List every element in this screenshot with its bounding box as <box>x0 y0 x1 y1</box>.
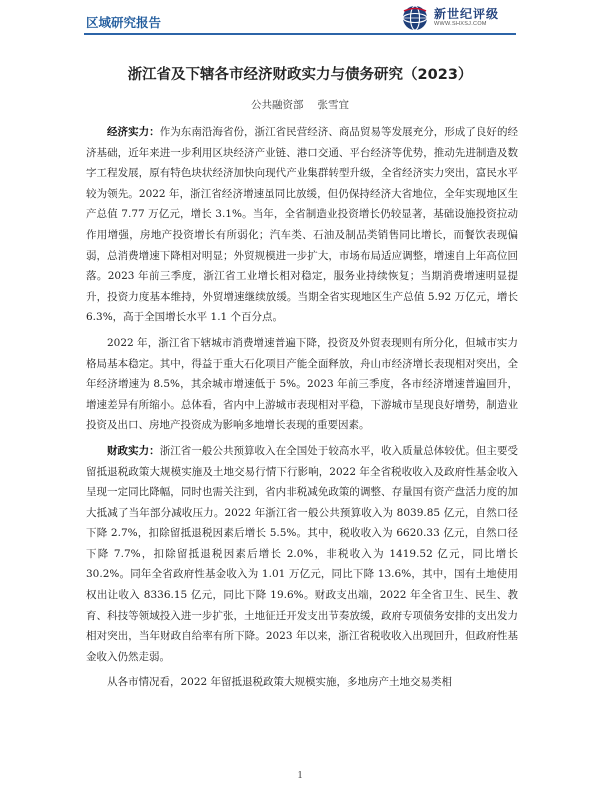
company-logo <box>400 4 499 32</box>
logo-name: 新世纪评级 <box>434 7 500 22</box>
department-name: 公共融资部 <box>251 99 304 111</box>
page-header <box>0 0 600 44</box>
paragraph-city-fiscal <box>86 672 518 693</box>
author-name: 张雪宜 <box>317 99 349 111</box>
paragraph-city-economy <box>86 333 518 436</box>
document-title: 浙江省及下辖各市经济财政实力与债务研究（2023） <box>127 67 473 83</box>
document-body <box>86 122 518 698</box>
paragraph-fiscal-strength <box>86 441 518 668</box>
logo-url: WWW.SHXSJ.COM <box>434 21 487 28</box>
header-divider <box>84 33 516 35</box>
paragraph-text: 从各市情况看，2022 年留抵退税政策大规模实施，多地房产土地交易类相 <box>107 676 453 689</box>
paragraph-text: 作为东南沿海省份，浙江省民营经济、商品贸易等发展充分，形成了良好的经济基础，近年来进一步利用区块经济产业链、港口交通、平台经济等优势，推动先进制造及数字工程发展，原有特色块状经济加快向现代产业集群转型升级，全省经济实力突出，富民水平较为领先。2022 年，浙江省经济增速虽同比放缓，但仍保持经济大省地位，全年实现地区生产总值 7.77 万亿元，增长 3.1%。当年，全省制造业投资增长仍较显著，基础设施投资拉动作用增强，房地产投资增长有所弱化；汽车类、石油及制品类销售同比增长，而餐饮表现偏弱，总消费增速下降相对明显；外贸规模进一步扩大，市场布局适应调整，增速自上年高位回落。2023 年前三季度，浙江省工业增长相对稳定，服务业持续恢复；当期消费增速明显提升，投资力度基本维持，外贸增速继续放缓。当期全省实现地区生产总值 5.92 万亿元，增长 6.3%，高于全国增长水平 1.1 个百分点。 <box>86 126 519 324</box>
globe-logo-icon <box>400 4 430 32</box>
page-number: 1 <box>297 770 303 781</box>
paragraph-economic-strength <box>86 122 518 328</box>
paragraph-lead: 财政实力： <box>107 444 160 457</box>
report-section-title: 区域研究报告 <box>86 15 162 30</box>
author-line <box>0 97 600 112</box>
paragraph-lead: 经济实力： <box>107 126 160 138</box>
paragraph-text: 浙江省一般公共预算收入在全国处于较高水平，收入质量总体较优。但主要受留抵退税政策大规模实施及土地交易行情下行影响，2022 年全省税收收入及政府性基金收入呈现一定同比降幅，同时也需关注到，省内非税减免政策的调整、存量国有资产盘活力度的加大抵减了当年部分减收压力。2022 年浙江省一般公共预算收入为 8039.85 亿元，自然口径下降 2.7%，扣除留抵退税因素后增长 5.5%。其中，税收收入为 6620.33 亿元，自然口径下降 7.7%，扣除留抵退税因素后增长 2.0%，非税收入为 1419.52 亿元，同比增长 30.2%。同年全省政府性基金收入为 1.01 万亿元，同比下降 13.6%，其中，国有土地使用权出让收入 8336.15 亿元，同比下降 19.6%。财政支出端，2022 年全省卫生、民生、教育、科技等领域投入进一步扩张，土地征迁开发支出节奏放缓，政府专项债务安排的支出发力相对突出，当年财政自给率有所下降。2023 年以来，浙江省税收收入出现回升，但政府性基金收入仍然走弱。 <box>86 444 519 663</box>
paragraph-text: 2022 年，浙江省下辖城市消费增速普遍下降，投资及外贸表现则有所分化，但城市实力格局基本稳定。其中，得益于重大石化项目产能全面释放，舟山市经济增长表现相对突出，全年经济增速为 8.5%，其余城市增速低于 5%。2023 年前三季度，各市经济增速普遍回升，增速差异有所缩小。总体看，省内中上游城市表现相对平稳，下游城市呈现良好增势，制造业投资及出口、房地产投资成为影响多地增长表现的重要因素。 <box>86 336 518 432</box>
